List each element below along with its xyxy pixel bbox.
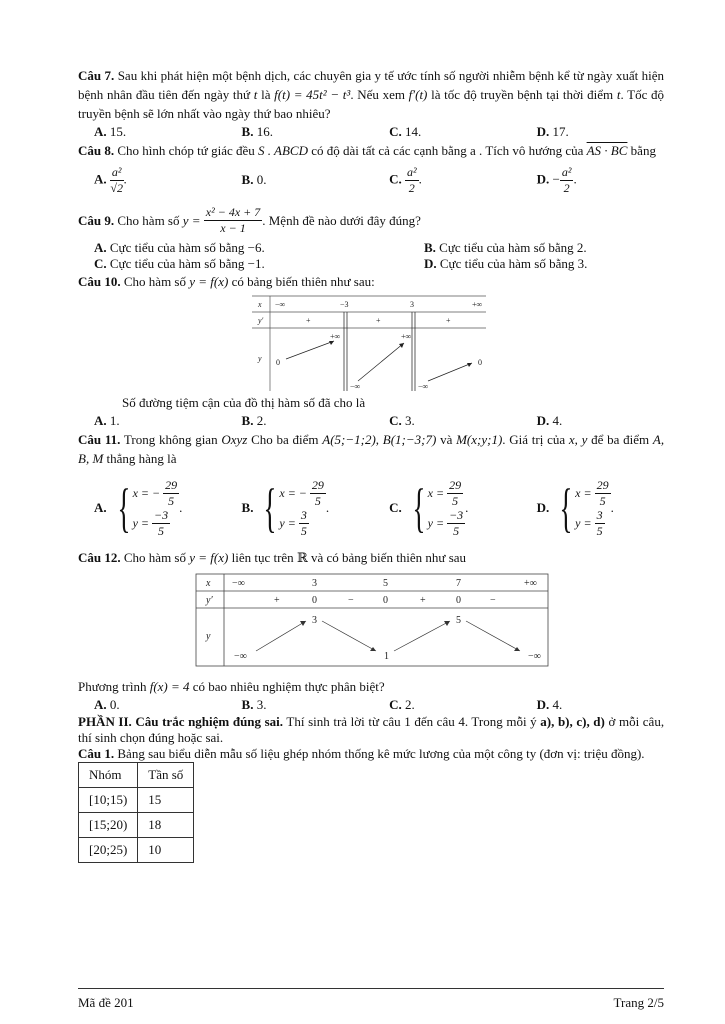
svg-text:+: + (420, 595, 426, 606)
svg-text:+∞: +∞ (524, 578, 537, 589)
option-c[interactable]: C. Cực tiểu của hàm số bằng −1. (94, 256, 265, 271)
question-12: Câu 12. Cho hàm số y = f(x) liên tục trên ℝ và có bảng biến thiên như sau (78, 550, 467, 565)
svg-text:3: 3 (312, 578, 317, 589)
option-b[interactable]: B. { x = − $\frac{29}{5}$ y = $\frac{3}{5}$ . (241, 477, 330, 538)
option-d[interactable]: D. 4. (536, 697, 563, 712)
option-a[interactable]: A. 15. (94, 124, 127, 139)
svg-text:+: + (306, 316, 311, 325)
svg-text:x: x (206, 578, 211, 589)
option-c[interactable]: C. 2. (389, 697, 415, 712)
yprime-label: y′ (258, 316, 264, 325)
option-a[interactable]: A. $\frac{\text{a²}}{√2}$ . (94, 164, 127, 195)
option-d[interactable]: D. 4. (536, 413, 563, 428)
part-2-heading: PHẦN II. Câu trắc nghiệm đúng sai. Thí sinh trả lời từ câu 1 đến câu 4. Trong mỗi ý a), b), c), d) ở mỗi câu, thí sinh chọn đúng hoặc sai. (78, 714, 665, 745)
option-a[interactable]: A. 1. (94, 413, 120, 428)
svg-text:+∞: +∞ (401, 332, 412, 341)
question-10-options (94, 412, 664, 430)
svg-text:−∞: −∞ (528, 651, 541, 662)
svg-text:0: 0 (456, 595, 461, 606)
svg-text:−∞: −∞ (275, 300, 286, 309)
question-9: Câu 9. Cho hàm số y = $\frac{\text{x² − 4x + 7}}{x - 1}$ . Mệnh đề nào dưới đây đúng? (78, 204, 421, 235)
formula: f(t) = 45t² − t³ (274, 87, 351, 102)
variation-table-10 (78, 293, 664, 393)
question-7: Câu 7. Sau khi phát hiện một bệnh dịch, các chuyên gia y tế ước tính số người nhiễm bệnh kể từ ngày xuất hiện bệnh nhân đầu tiên đến ngày thứ t là f(t) = 45t² − t³. Nếu xem f′(t) là tốc độ truyền bệnh tại thời điểm t. Tốc độ truyền bệnh sẽ lớn nhất vào ngày thứ bao nhiêu? (78, 68, 665, 121)
svg-text:−: − (348, 595, 354, 606)
svg-text:−: − (490, 595, 496, 606)
svg-text:7: 7 (456, 578, 461, 589)
svg-text:0: 0 (312, 595, 317, 606)
svg-text:−3: −3 (340, 300, 349, 309)
page-number: Trang 2/5 (613, 995, 664, 1010)
svg-text:y: y (206, 631, 211, 642)
svg-text:1: 1 (384, 651, 389, 662)
svg-text:+: + (446, 316, 451, 325)
question-11-options (94, 468, 664, 548)
question-9-options-row1 (94, 240, 664, 256)
question-7-options (94, 123, 664, 141)
exam-code: Mã đề 201 (78, 995, 134, 1010)
option-c[interactable]: C. $\frac{\text{a²}}{2}$ . (389, 164, 422, 195)
question-9-options-row2 (94, 256, 664, 272)
svg-text:−∞: −∞ (234, 651, 247, 662)
option-d[interactable]: D. 17. (536, 124, 569, 139)
part-2-question-1: Câu 1. Bảng sau biểu diễn mẫu số liệu ghép nhóm thống kê mức lương của một công ty (đơn vị: triệu đồng). (78, 746, 645, 761)
svg-text:−∞: −∞ (418, 382, 429, 391)
option-b[interactable]: B. 0. (241, 172, 267, 187)
option-b[interactable]: B. 16. (241, 124, 273, 139)
option-b[interactable]: B. 2. (241, 413, 267, 428)
question-12-prompt: Phương trình f(x) = 4 có bao nhiêu nghiệm thực phân biệt? (78, 679, 385, 694)
option-a[interactable]: A. 0. (94, 697, 120, 712)
question-10-prompt: Số đường tiệm cận của đồ thị hàm số đã cho là (122, 395, 366, 410)
question-8: Câu 8. Cho hình chóp tứ giác đều S . ABCD có độ dài tất cả các cạnh bằng a . Tích vô hướng của AS · BC bằng (78, 143, 656, 158)
svg-text:5: 5 (383, 578, 388, 589)
option-d[interactable]: D. { x = $\frac{29}{5}$ y = $\frac{3}{5}$ . (536, 477, 614, 538)
option-c[interactable]: C. 3. (389, 413, 415, 428)
svg-text:+: + (376, 316, 381, 325)
option-a[interactable]: A. Cực tiểu của hàm số bằng −6. (94, 240, 265, 255)
frequency-table (78, 762, 194, 863)
question-11: Câu 11. Trong không gian Oxyz Cho ba điểm A(5;−1;2), B(1;−3;7) và M(x;y;1). Giá trị của x, y để ba điểm A, B, M thẳng hàng là (78, 432, 665, 466)
svg-text:0: 0 (478, 358, 482, 367)
svg-text:0: 0 (383, 595, 388, 606)
svg-text:+∞: +∞ (472, 300, 483, 309)
vector-product: AS · BC (586, 143, 628, 158)
option-c[interactable]: C. 14. (389, 124, 422, 139)
table-row: [20;25) 10 (79, 838, 194, 863)
option-d[interactable]: D. − $\frac{\text{a²}}{2}$ . (536, 164, 577, 195)
option-d[interactable]: D. Cực tiểu của hàm số bằng 3. (424, 256, 588, 271)
question-8-options (94, 160, 664, 200)
option-c[interactable]: C. { x = $\frac{29}{5}$ y = $\frac{-3}{5}$ . (389, 477, 469, 538)
svg-text:+: + (274, 595, 280, 606)
question-12-options (94, 696, 664, 714)
option-b[interactable]: B. 3. (241, 697, 267, 712)
table-row: [15;20) 18 (79, 813, 194, 838)
svg-text:+∞: +∞ (330, 332, 341, 341)
svg-text:y′: y′ (206, 595, 213, 606)
variation-table-12 (78, 571, 664, 671)
option-b[interactable]: B. Cực tiểu của hàm số bằng 2. (424, 240, 587, 255)
x-label: x (258, 300, 262, 309)
page-footer (78, 988, 664, 1011)
svg-text:3: 3 (410, 300, 414, 309)
svg-text:0: 0 (276, 358, 280, 367)
question-label: Câu 7. (78, 68, 115, 83)
table-header-row: Nhóm Tần số (79, 763, 194, 788)
option-a[interactable]: A. { x = − $\frac{29}{5}$ y = $\frac{-3}{5}$ . (94, 477, 183, 538)
exam-page (78, 66, 664, 863)
question-10: Câu 10. Cho hàm số y = f(x) có bảng biến thiên như sau: (78, 274, 375, 289)
svg-text:−∞: −∞ (350, 382, 361, 391)
svg-text:−∞: −∞ (232, 578, 245, 589)
table-row: [10;15) 15 (79, 788, 194, 813)
svg-text:3: 3 (312, 615, 317, 626)
y-label: y (258, 354, 262, 363)
svg-text:5: 5 (456, 615, 461, 626)
